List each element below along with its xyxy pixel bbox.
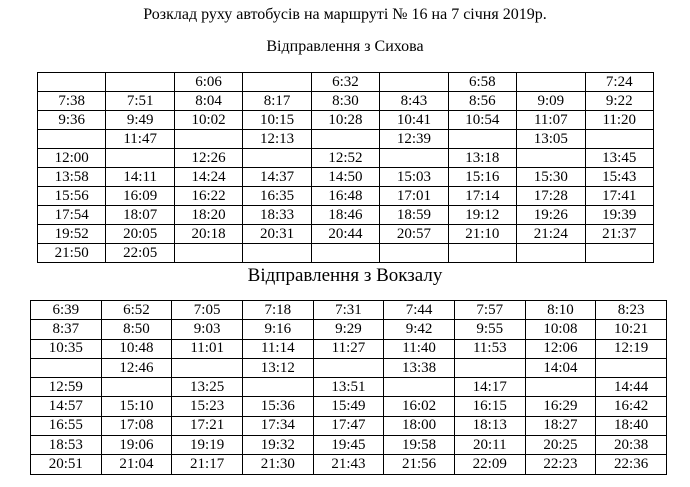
departure-time-cell: 7:51	[106, 92, 174, 111]
departure-time-cell: 15:56	[38, 187, 106, 206]
table-row	[31, 358, 667, 377]
departure-time-cell: 13:51	[313, 378, 384, 397]
departure-time-cell: 19:58	[384, 436, 455, 455]
departure-time-cell: 11:53	[454, 339, 525, 358]
table-row	[31, 320, 667, 339]
departure-time-cell: 6:52	[101, 301, 172, 320]
departure-time-cell	[243, 149, 311, 168]
table-row	[31, 436, 667, 455]
departure-time-cell: 15:16	[448, 168, 516, 187]
departure-time-cell: 6:32	[311, 73, 379, 92]
departure-time-cell: 14:44	[596, 378, 667, 397]
departure-time-cell	[448, 130, 516, 149]
departure-time-cell: 8:56	[448, 92, 516, 111]
departure-time-cell: 7:05	[172, 301, 243, 320]
departure-time-cell	[106, 149, 174, 168]
departure-time-cell	[38, 130, 106, 149]
departure-time-cell: 7:18	[242, 301, 313, 320]
departure-time-cell: 7:38	[38, 92, 106, 111]
departure-time-cell	[585, 244, 654, 263]
departure-time-cell	[174, 244, 242, 263]
departure-time-cell	[311, 130, 379, 149]
departure-time-cell: 13:12	[242, 358, 313, 377]
table-row	[31, 339, 667, 358]
table-row	[38, 187, 654, 206]
departure-time-cell: 21:37	[585, 225, 654, 244]
departure-time-cell: 17:47	[313, 416, 384, 435]
departure-time-cell: 17:54	[38, 206, 106, 225]
departure-time-cell: 8:04	[174, 92, 242, 111]
departure-time-cell: 8:37	[31, 320, 102, 339]
table-row	[38, 130, 654, 149]
section-heading-vokzal: Відправлення з Вокзалу	[247, 265, 443, 286]
departure-time-cell: 13:58	[38, 168, 106, 187]
departure-time-cell: 20:44	[311, 225, 379, 244]
departure-time-cell: 13:18	[448, 149, 516, 168]
departure-time-cell: 21:10	[448, 225, 516, 244]
departure-time-cell	[313, 358, 384, 377]
departure-time-cell: 7:57	[454, 301, 525, 320]
departure-time-cell: 16:09	[106, 187, 174, 206]
departure-time-cell: 20:11	[454, 436, 525, 455]
departure-time-cell	[517, 73, 585, 92]
departure-time-cell: 12:52	[311, 149, 379, 168]
departure-time-cell	[31, 358, 102, 377]
departure-time-cell: 15:49	[313, 397, 384, 416]
departure-time-cell: 6:58	[448, 73, 516, 92]
departure-time-cell	[174, 130, 242, 149]
departure-time-cell: 11:01	[172, 339, 243, 358]
departure-time-cell: 21:04	[101, 455, 172, 474]
departure-time-cell: 13:38	[384, 358, 455, 377]
departure-time-cell: 21:17	[172, 455, 243, 474]
departure-time-cell: 16:15	[454, 397, 525, 416]
table-row	[38, 92, 654, 111]
departure-time-cell: 8:30	[311, 92, 379, 111]
departure-time-cell: 14:04	[525, 358, 596, 377]
departure-time-cell: 15:36	[242, 397, 313, 416]
departure-time-cell: 8:23	[596, 301, 667, 320]
departure-time-cell	[243, 73, 311, 92]
departure-time-cell: 12:06	[525, 339, 596, 358]
departure-time-cell: 10:35	[31, 339, 102, 358]
departure-time-cell	[525, 378, 596, 397]
departure-time-cell: 9:42	[384, 320, 455, 339]
departure-time-cell: 18:46	[311, 206, 379, 225]
departure-time-cell	[448, 244, 516, 263]
departure-time-cell: 21:30	[242, 455, 313, 474]
departure-time-cell: 15:43	[585, 168, 654, 187]
departure-time-cell: 8:10	[525, 301, 596, 320]
departure-time-cell: 11:47	[106, 130, 174, 149]
departure-time-cell: 14:57	[31, 397, 102, 416]
departure-time-cell: 14:37	[243, 168, 311, 187]
departure-time-cell: 7:24	[585, 73, 654, 92]
departure-time-cell: 15:23	[172, 397, 243, 416]
departure-time-cell: 10:21	[596, 320, 667, 339]
departure-time-cell: 20:18	[174, 225, 242, 244]
departure-time-cell: 20:31	[243, 225, 311, 244]
departure-time-cell: 9:03	[172, 320, 243, 339]
departure-time-cell	[172, 358, 243, 377]
departure-time-cell: 18:27	[525, 416, 596, 435]
departure-time-cell: 17:01	[380, 187, 448, 206]
departure-time-cell: 12:46	[101, 358, 172, 377]
departure-time-cell: 18:00	[384, 416, 455, 435]
departure-time-cell: 11:27	[313, 339, 384, 358]
departure-time-cell: 12:13	[243, 130, 311, 149]
departure-time-cell: 21:50	[38, 244, 106, 263]
departure-time-cell: 18:53	[31, 436, 102, 455]
departure-time-cell	[101, 378, 172, 397]
departure-time-cell	[311, 244, 379, 263]
departure-time-cell: 9:49	[106, 111, 174, 130]
departure-time-cell: 17:28	[517, 187, 585, 206]
departure-time-cell: 19:45	[313, 436, 384, 455]
table-row	[38, 73, 654, 92]
departure-time-cell: 18:33	[243, 206, 311, 225]
departure-time-cell	[242, 378, 313, 397]
departure-time-cell: 14:11	[106, 168, 174, 187]
departure-time-cell: 22:05	[106, 244, 174, 263]
departure-time-cell: 19:12	[448, 206, 516, 225]
departure-time-cell: 6:06	[174, 73, 242, 92]
departure-time-cell: 6:39	[31, 301, 102, 320]
departure-time-cell: 20:05	[106, 225, 174, 244]
departure-time-cell	[380, 73, 448, 92]
departure-time-cell: 11:40	[384, 339, 455, 358]
departure-time-cell: 18:20	[174, 206, 242, 225]
departure-time-cell: 11:07	[517, 111, 585, 130]
departure-time-cell: 21:56	[384, 455, 455, 474]
departure-time-cell	[585, 130, 654, 149]
departure-time-cell: 19:39	[585, 206, 654, 225]
section-heading-sykhiv: Відправлення з Сихова	[266, 38, 424, 55]
departure-time-cell: 19:26	[517, 206, 585, 225]
departure-time-cell: 19:52	[38, 225, 106, 244]
departure-time-cell	[596, 358, 667, 377]
departure-time-cell: 10:41	[380, 111, 448, 130]
departure-time-cell: 16:55	[31, 416, 102, 435]
departure-time-cell: 16:48	[311, 187, 379, 206]
table-row	[38, 206, 654, 225]
departure-time-cell: 22:23	[525, 455, 596, 474]
table-row	[38, 225, 654, 244]
departure-time-cell: 12:26	[174, 149, 242, 168]
departure-time-cell	[243, 244, 311, 263]
departure-time-cell: 22:36	[596, 455, 667, 474]
departure-time-cell: 10:54	[448, 111, 516, 130]
departure-time-cell: 9:29	[313, 320, 384, 339]
departure-time-cell: 15:30	[517, 168, 585, 187]
departure-time-cell	[380, 244, 448, 263]
departure-time-cell: 7:31	[313, 301, 384, 320]
departure-time-cell: 13:05	[517, 130, 585, 149]
departure-time-cell: 12:39	[380, 130, 448, 149]
departure-time-cell: 14:24	[174, 168, 242, 187]
departure-time-cell: 9:22	[585, 92, 654, 111]
departure-time-cell: 17:08	[101, 416, 172, 435]
departure-time-cell: 20:25	[525, 436, 596, 455]
departure-time-cell: 16:35	[243, 187, 311, 206]
departure-time-cell: 13:25	[172, 378, 243, 397]
departure-time-cell: 16:29	[525, 397, 596, 416]
departure-time-cell: 8:43	[380, 92, 448, 111]
departure-time-cell: 20:57	[380, 225, 448, 244]
table-row	[38, 149, 654, 168]
table-row	[38, 111, 654, 130]
departure-time-cell: 16:02	[384, 397, 455, 416]
table-row	[31, 301, 667, 320]
departure-time-cell: 10:28	[311, 111, 379, 130]
departure-time-cell	[517, 244, 585, 263]
departure-time-cell	[380, 149, 448, 168]
departure-time-cell: 9:36	[38, 111, 106, 130]
departure-time-cell: 13:45	[585, 149, 654, 168]
departure-time-cell: 18:59	[380, 206, 448, 225]
table-row	[31, 378, 667, 397]
table-row	[31, 397, 667, 416]
departure-time-cell	[38, 73, 106, 92]
departure-time-cell: 9:55	[454, 320, 525, 339]
departure-time-cell: 18:07	[106, 206, 174, 225]
departure-time-cell: 14:17	[454, 378, 525, 397]
departure-time-cell: 21:43	[313, 455, 384, 474]
departure-time-cell: 17:41	[585, 187, 654, 206]
departure-time-cell	[384, 378, 455, 397]
table-row	[38, 168, 654, 187]
departure-time-cell: 12:00	[38, 149, 106, 168]
departure-time-cell: 18:13	[454, 416, 525, 435]
departure-time-cell: 17:21	[172, 416, 243, 435]
departure-time-cell: 20:38	[596, 436, 667, 455]
departure-time-cell: 8:17	[243, 92, 311, 111]
schedule-table-sykhiv	[37, 72, 654, 263]
departure-time-cell	[454, 358, 525, 377]
departure-time-cell: 10:48	[101, 339, 172, 358]
departure-time-cell: 10:08	[525, 320, 596, 339]
departure-time-cell	[106, 73, 174, 92]
schedule-table-vokzal	[30, 300, 667, 475]
departure-time-cell: 7:44	[384, 301, 455, 320]
table-row	[31, 455, 667, 474]
departure-time-cell: 14:50	[311, 168, 379, 187]
departure-time-cell: 16:22	[174, 187, 242, 206]
departure-time-cell: 21:24	[517, 225, 585, 244]
departure-time-cell: 11:20	[585, 111, 654, 130]
departure-time-cell: 10:02	[174, 111, 242, 130]
departure-time-cell: 11:14	[242, 339, 313, 358]
departure-time-cell: 19:19	[172, 436, 243, 455]
departure-time-cell: 17:14	[448, 187, 516, 206]
departure-time-cell: 8:50	[101, 320, 172, 339]
departure-time-cell: 16:42	[596, 397, 667, 416]
departure-time-cell: 12:19	[596, 339, 667, 358]
departure-time-cell: 15:03	[380, 168, 448, 187]
departure-time-cell: 19:32	[242, 436, 313, 455]
page-title: Розклад руху автобусів на маршруті № 16 на 7 січня 2019р.	[143, 6, 547, 23]
departure-time-cell: 17:34	[242, 416, 313, 435]
departure-time-cell: 20:51	[31, 455, 102, 474]
departure-time-cell: 9:16	[242, 320, 313, 339]
departure-time-cell: 19:06	[101, 436, 172, 455]
departure-time-cell: 12:59	[31, 378, 102, 397]
table-row	[38, 244, 654, 263]
departure-time-cell: 18:40	[596, 416, 667, 435]
table-row	[31, 416, 667, 435]
departure-time-cell: 9:09	[517, 92, 585, 111]
departure-time-cell	[517, 149, 585, 168]
departure-time-cell: 10:15	[243, 111, 311, 130]
departure-time-cell: 22:09	[454, 455, 525, 474]
departure-time-cell: 15:10	[101, 397, 172, 416]
